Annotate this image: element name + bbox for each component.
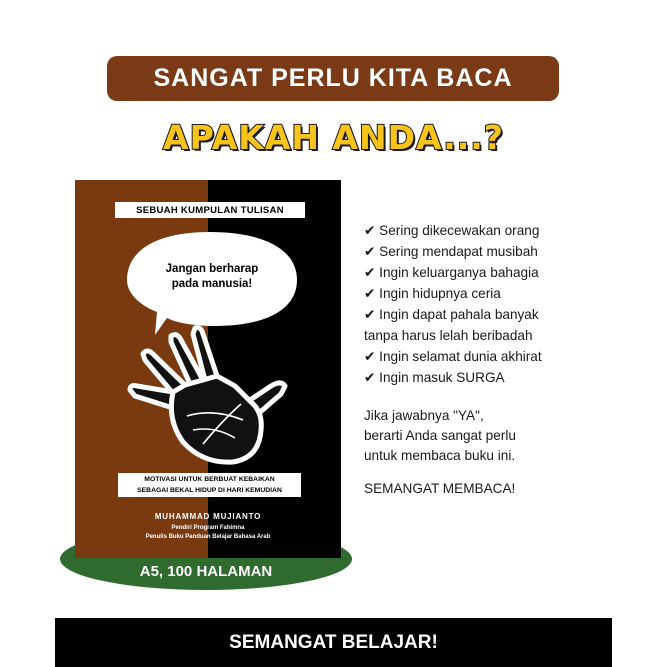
checklist-item [364,346,654,367]
check-mark-icon: ✔ [364,265,376,280]
answer-paragraph [364,406,644,466]
checklist [364,220,654,388]
author-role-1: Pendiri Program Fahimna [171,525,245,531]
checklist-item-text: Ingin keluarganya bahagia [379,265,539,280]
bubble-line-2: pada manusia! [171,278,253,290]
footer-bar [55,618,612,667]
check-mark-icon: ✔ [364,307,376,322]
hand-print-icon [75,180,341,558]
answer-line-3: untuk membaca buku ini. [364,448,516,463]
checklist-item-continuation: tanpa harus lelah beribadah [364,328,533,343]
top-banner [107,56,559,101]
checklist-item [364,367,654,388]
headline: APAKAH ANDA...? [163,118,504,157]
checklist-item-text: Sering dikecewakan orang [379,223,540,238]
closing-text: SEMANGAT MEMBACA! [364,481,516,496]
answer-line-1: Jika jawabnya "YA", [364,408,484,423]
author-role-2: Penulis Buku Panduan Belajar Bahasa Arab [145,534,271,540]
book-cover [75,180,341,558]
checklist-item [364,262,654,283]
book-top-label: SEBUAH KUMPULAN TULISAN [115,202,305,218]
check-mark-icon: ✔ [364,244,376,259]
banner-title: SANGAT PERLU KITA BACA [153,64,513,92]
bubble-line-1: Jangan berharap [165,263,259,275]
checklist-item-text: Ingin dapat pahala banyak [379,307,539,322]
checklist-item-text: Sering mendapat musibah [379,244,538,259]
author-name: MUHAMMAD MUJIANTO [154,512,262,521]
motivasi-line-2: SEBAGAI BEKAL HIDUP DI HARI KEMUDIAN [137,487,282,494]
checklist-item-text: Ingin hidupnya ceria [379,286,501,301]
format-label: A5, 100 HALAMAN [139,563,273,580]
checklist-item [364,241,654,262]
motivasi-box [118,473,301,497]
check-mark-icon: ✔ [364,286,376,301]
check-mark-icon: ✔ [364,370,376,385]
checklist-item [364,283,654,304]
answer-line-2: berarti Anda sangat perlu [364,428,516,443]
checklist-item-text: Ingin masuk SURGA [379,370,505,385]
checklist-item [364,304,654,325]
checklist-item-text: Ingin selamat dunia akhirat [379,349,542,364]
motivasi-line-1: MOTIVASI UNTUK BERBUAT KEBAIKAN [144,476,275,483]
check-mark-icon: ✔ [364,223,376,238]
footer-text: SEMANGAT BELAJAR! [229,631,438,653]
check-mark-icon: ✔ [364,349,376,364]
checklist-item [364,220,654,241]
